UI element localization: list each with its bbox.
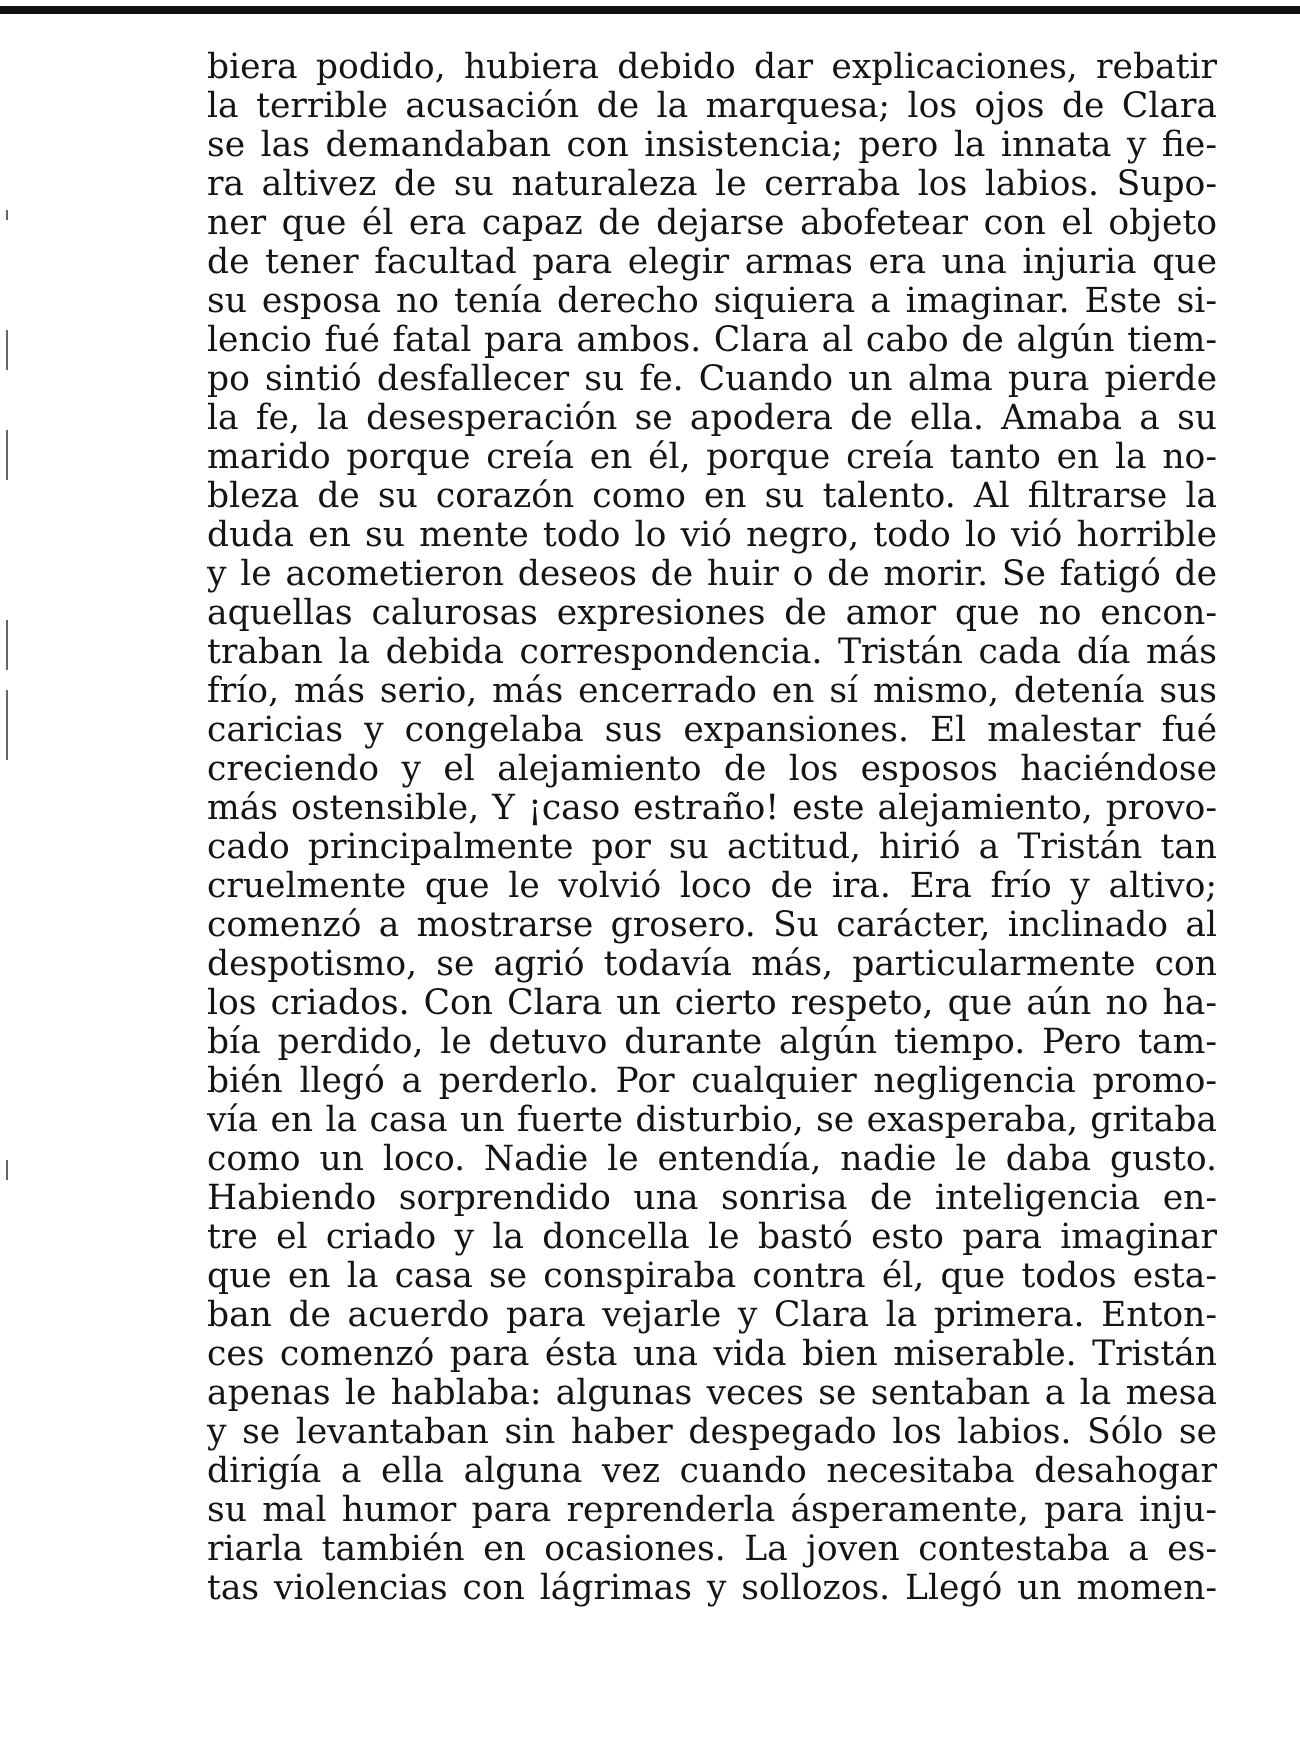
text-line-14: y le acometieron deseos de huir o de morir. Se fatigó de [207, 554, 1217, 594]
left-margin-scan-marks [2, 130, 14, 1730]
text-line-27: bién llegó a perderlo. Por cualquier negligencia promo- [207, 1061, 1217, 1101]
text-line-22: cruelmente que le volvió loco de ira. Era frío y altivo; [207, 866, 1217, 906]
text-line-5: ner que él era capaz de dejarse abofetear con el objeto [207, 203, 1217, 243]
text-line-18: caricias y congelaba sus expansiones. El malestar fué [207, 710, 1217, 750]
text-line-40: tas violencias con lágrimas y sollozos. Llegó un momen- [207, 1568, 1217, 1608]
text-line-19: creciendo y el alejamiento de los esposos haciéndose [207, 749, 1217, 789]
text-line-35: apenas le hablaba: algunas veces se sentaban a la mesa [207, 1373, 1217, 1413]
text-line-1: biera podido, hubiera debido dar explicaciones, rebatir [207, 47, 1217, 87]
page-body-text [207, 48, 1217, 1608]
text-line-13: duda en su mente todo lo vió negro, todo lo vió horrible [207, 515, 1217, 555]
text-line-20: más ostensible, Y ¡caso estraño! este alejamiento, provo- [207, 788, 1217, 828]
text-line-17: frío, más serio, más encerrado en sí mismo, detenía sus [207, 671, 1217, 711]
text-line-23: comenzó a mostrarse grosero. Su carácter, inclinado al [207, 905, 1217, 945]
text-line-28: vía en la casa un fuerte disturbio, se exasperaba, gritaba [207, 1100, 1217, 1140]
text-line-6: de tener facultad para elegir armas era una injuria que [207, 242, 1217, 282]
text-line-11: marido porque creía en él, porque creía tanto en la no- [207, 437, 1217, 477]
text-line-32: que en la casa se conspiraba contra él, que todos esta- [207, 1256, 1217, 1296]
text-line-15: aquellas calurosas expresiones de amor que no encon- [207, 593, 1217, 633]
text-line-3: se las demandaban con insistencia; pero la innata y fie- [207, 125, 1217, 165]
text-line-12: bleza de su corazón como en su talento. Al filtrarse la [207, 476, 1217, 516]
text-line-25: los criados. Con Clara un cierto respeto, que aún no ha- [207, 983, 1217, 1023]
text-line-21: cado principalmente por su actitud, hirió a Tristán tan [207, 827, 1217, 867]
text-line-16: traban la debida correspondencia. Tristán cada día más [207, 632, 1217, 672]
text-line-34: ces comenzó para ésta una vida bien miserable. Tristán [207, 1334, 1217, 1374]
text-line-39: riarla también en ocasiones. La joven contestaba a es- [207, 1529, 1217, 1569]
text-line-30: Habiendo sorprendido una sonrisa de inteligencia en- [207, 1178, 1217, 1218]
text-line-26: bía perdido, le detuvo durante algún tiempo. Pero tam- [207, 1022, 1217, 1062]
text-line-8: lencio fué fatal para ambos. Clara al cabo de algún tiem- [207, 320, 1217, 360]
text-line-37: dirigía a ella alguna vez cuando necesitaba desahogar [207, 1451, 1217, 1491]
text-line-36: y se levantaban sin haber despegado los labios. Sólo se [207, 1412, 1217, 1452]
text-line-10: la fe, la desesperación se apodera de ella. Amaba a su [207, 398, 1217, 438]
text-line-9: po sintió desfallecer su fe. Cuando un alma pura pierde [207, 359, 1217, 399]
text-line-2: la terrible acusación de la marquesa; los ojos de Clara [207, 86, 1217, 126]
top-edge-rule [0, 6, 1300, 14]
text-line-7: su esposa no tenía derecho siquiera a imaginar. Este si- [207, 281, 1217, 321]
text-line-31: tre el criado y la doncella le bastó esto para imaginar [207, 1217, 1217, 1257]
text-line-29: como un loco. Nadie le entendía, nadie le daba gusto. [207, 1139, 1217, 1179]
text-line-24: despotismo, se agrió todavía más, particularmente con [207, 944, 1217, 984]
text-line-33: ban de acuerdo para vejarle y Clara la primera. Enton- [207, 1295, 1217, 1335]
text-line-38: su mal humor para reprenderla ásperamente, para inju- [207, 1490, 1217, 1530]
text-line-4: ra altivez de su naturaleza le cerraba los labios. Supo- [207, 164, 1217, 204]
